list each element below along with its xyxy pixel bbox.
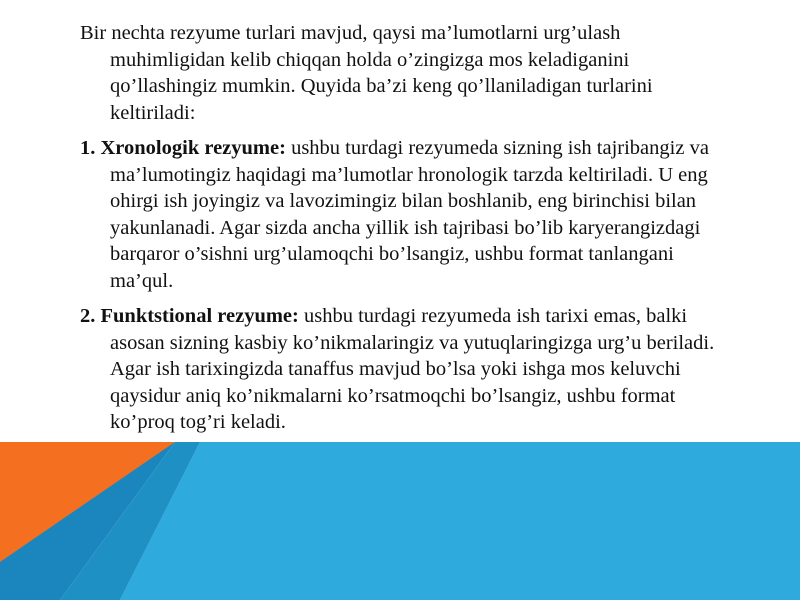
item-heading: 2. Funktstional rezyume: (80, 305, 299, 327)
item-body: ushbu turdagi rezyumeda ish tarixi emas, balki asosan sizning kasbiy ko’nikmalaringiz va yutuqlaringizga urg’u beriladi. Agar ish tarixingizda tanaffus mavjud bo’lsa yoki ishga mos keluvchi qaysidur aniq ko’nikmalarni ko’rsatmoqchi bo’lsangiz, ushbu format ko’proq tog’ri keladi. (110, 305, 715, 433)
list-item-chronological (80, 135, 740, 294)
intro-paragraph: Bir nechta rezyume turlari mavjud, qaysi ma’lumotlarni urg’ulash muhimligidan kelib chiqqan holda o’zingizga mos keladiganini qo’llashingiz mumkin. Quyida ba’zi keng qo’llaniladigan turlarini keltiriladi: (80, 22, 653, 124)
footer-band-light-blue (120, 442, 800, 600)
list-item-functional (80, 303, 740, 436)
item-body: ushbu turdagi rezyumeda sizning ish tajribangiz va ma’lumotingiz haqidagi ma’lumotlar hronologik tarzda keltiriladi. U eng ohirgi ish joyingiz va lavozimingiz bilan boshlanib, eng birinchisi bilan yakunlanadi. Agar sizda ancha yillik ish tajribasi bo’lib karyerangizdagi barqaror o’sishni urg’ulamoqchi bo’lsangiz, ushbu format tanlangani ma’qul. (110, 137, 709, 292)
item-heading: 1. Xronologik rezyume: (80, 137, 286, 159)
slide-text (80, 20, 740, 445)
